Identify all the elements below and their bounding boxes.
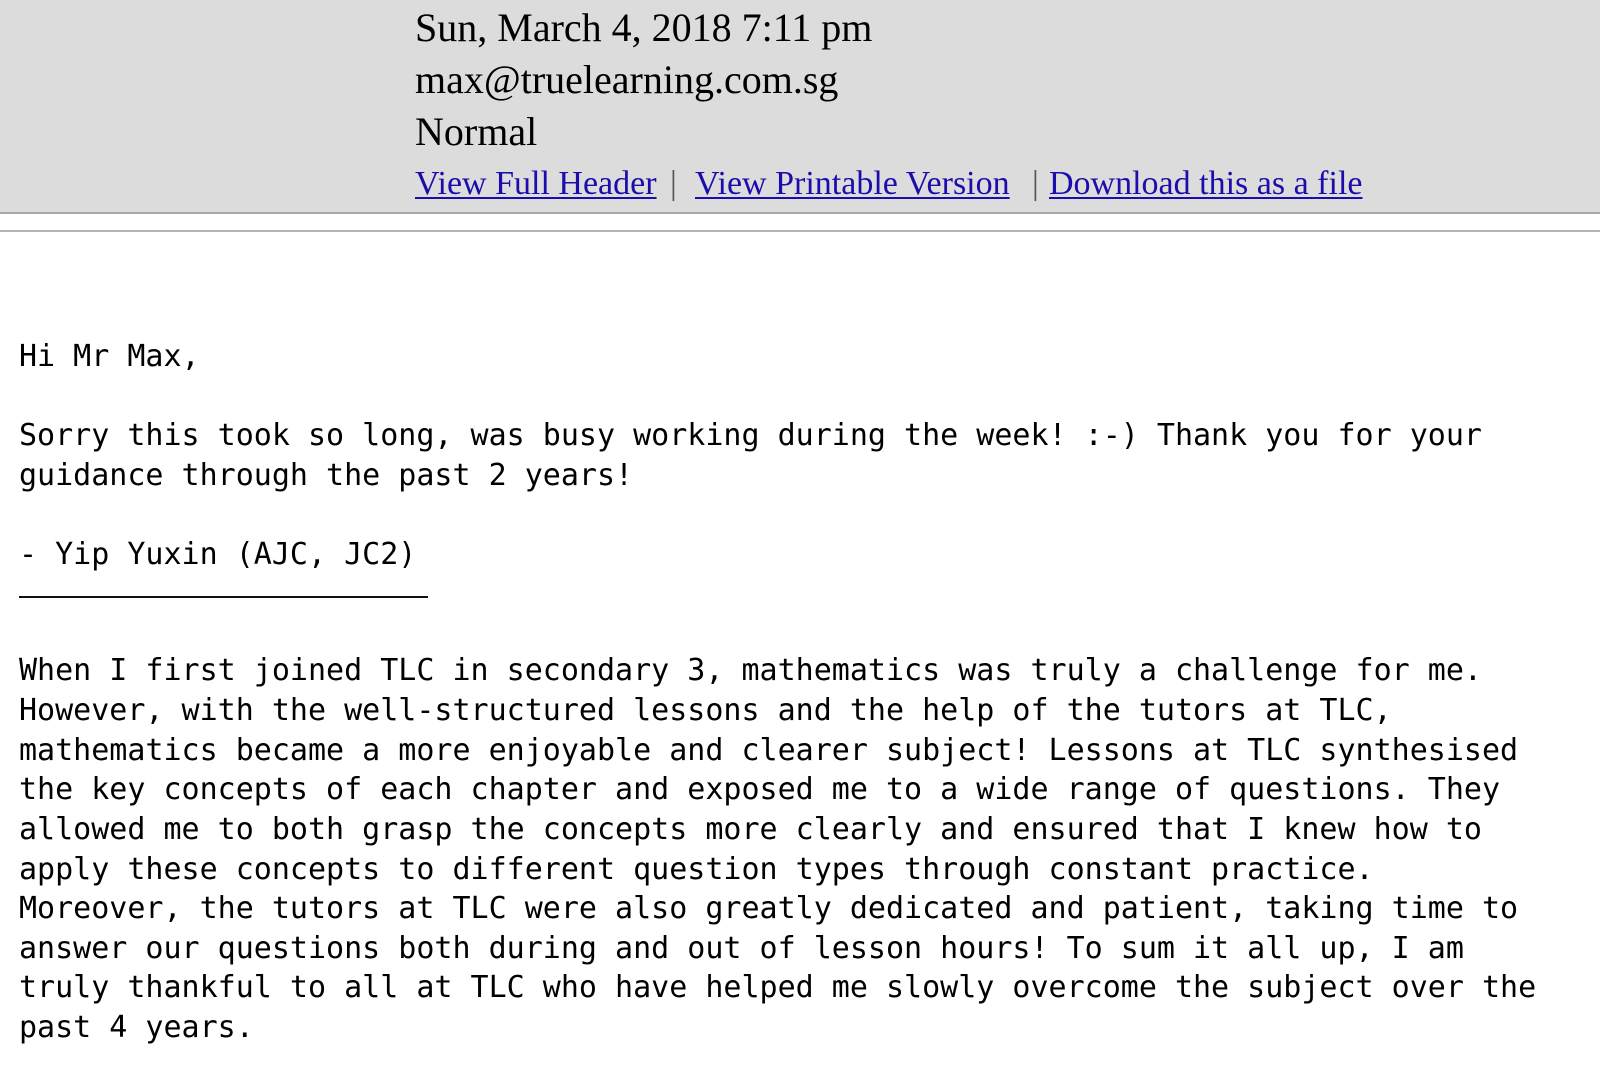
message-body: [19, 0, 1599, 1045]
testimonial-line: mathematics became a more enjoyable and clearer subject! Lessons at TLC synthesised: [19, 733, 1519, 768]
testimonial-line: answer our questions both during and out of lesson hours! To sum it all up, I am: [19, 931, 1464, 966]
signature: - Yip Yuxin (AJC, JC2): [19, 537, 417, 572]
options-separator: |: [1032, 165, 1039, 202]
to-value: max@truelearning.com.sg: [415, 57, 839, 102]
testimonial-line: allowed me to both grasp the concepts more clearly and ensured that I knew how to: [19, 812, 1482, 847]
signature-underline: [19, 596, 428, 598]
testimonial-line: past 4 years.: [19, 1010, 254, 1045]
testimonial-line: the key concepts of each chapter and exposed me to a wide range of questions. They: [19, 772, 1501, 807]
priority-value: Normal: [415, 109, 538, 154]
greeting: Hi Mr Max,: [19, 339, 200, 374]
date-value: Sun, March 4, 2018 7:11 pm: [415, 5, 873, 50]
intro-line: Sorry this took so long, was busy working during the week! :-) Thank you for your: [19, 418, 1482, 453]
testimonial-line: truly thankful to all at TLC who have helped me slowly overcome the subject over the: [19, 970, 1537, 1005]
testimonial-line: However, with the well-structured lessons and the help of the tutors at TLC,: [19, 693, 1392, 728]
view-printable-version-link[interactable]: View Printable Version: [695, 165, 1010, 202]
options-separator: |: [670, 165, 677, 202]
testimonial-line: Moreover, the tutors at TLC were also greatly dedicated and patient, taking time to: [19, 891, 1519, 926]
intro-line: guidance through the past 2 years!: [19, 458, 634, 493]
testimonial-line: When I first joined TLC in secondary 3, mathematics was truly a challenge for me.: [19, 653, 1482, 688]
download-file-link[interactable]: Download this as a file: [1049, 165, 1363, 202]
view-full-header-link[interactable]: View Full Header: [415, 165, 657, 202]
testimonial-line: apply these concepts to different question types through constant practice.: [19, 852, 1374, 887]
